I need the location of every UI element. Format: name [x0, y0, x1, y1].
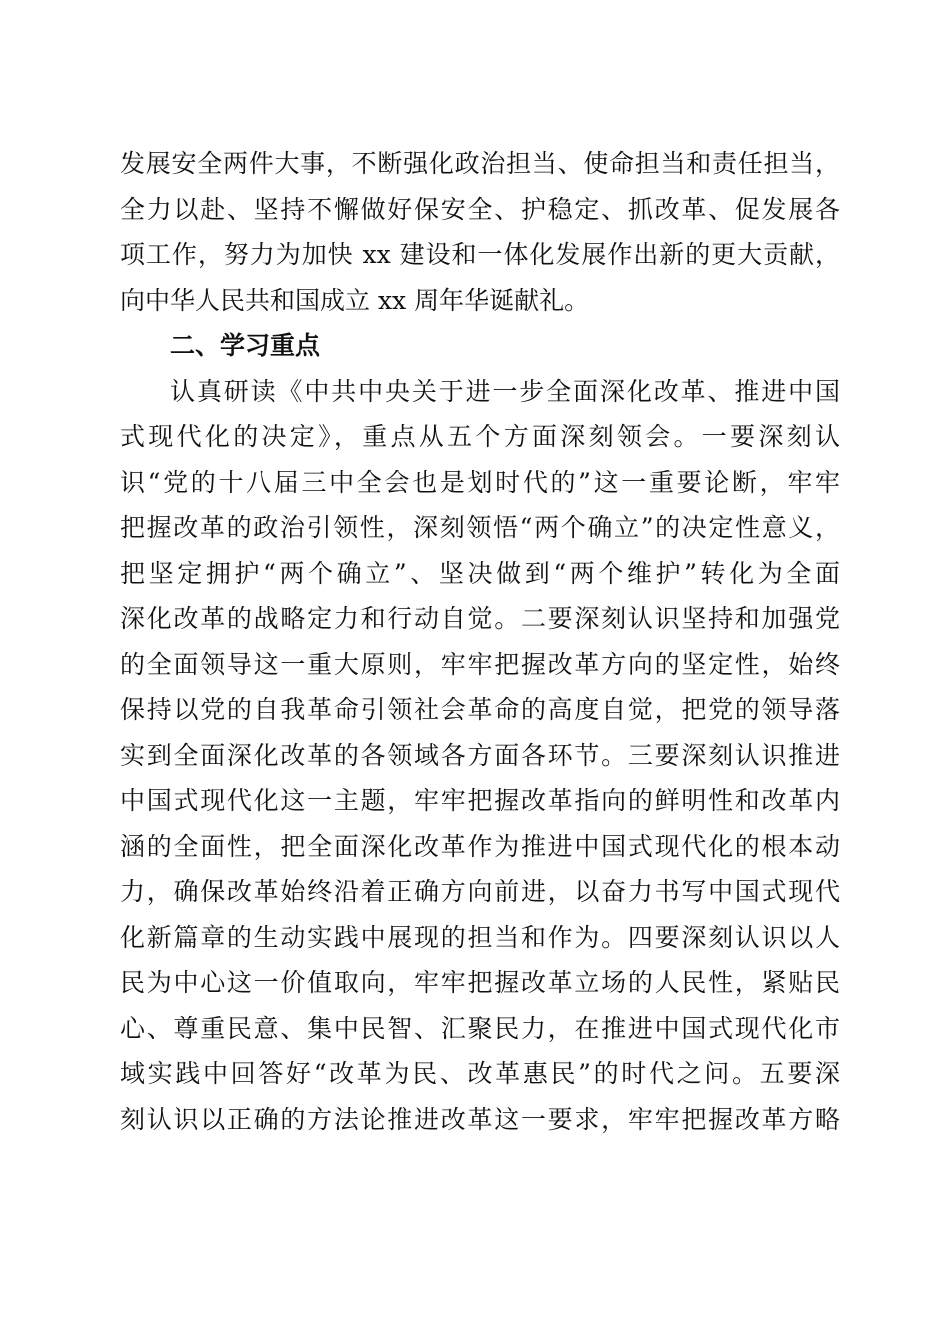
paragraph-line: 涵的全面性，把全面深化改革作为推进中国式现代化的根本动: [120, 831, 840, 861]
paragraph-line: 民为中心这一价值取向，牢牢把握改革立场的人民性，紧贴民: [120, 968, 840, 997]
paragraph-line: 的全面领导这一重大原则，牢牢把握改革方向的坚定性，始终: [120, 649, 840, 679]
paragraph-line: 刻认识以正确的方法论推进改革这一要求，牢牢把握改革方略: [120, 1104, 840, 1134]
paragraph-line: 中国式现代化这一主题，牢牢把握改革指向的鲜明性和改革内: [120, 786, 840, 815]
paragraph-line: 式现代化的决定》，重点从五个方面深刻领会。一要深刻认: [120, 422, 840, 451]
paragraph-line: 实到全面深化改革的各领域各方面各环节。三要深刻认识推进: [120, 740, 840, 770]
paragraph-line: 把握改革的政治引领性，深刻领悟“两个确立”的决定性意义，: [120, 513, 840, 542]
paragraph-line: 项工作，努力为加快 xx 建设和一体化发展作出新的更大贡献，: [120, 240, 840, 269]
paragraph-line: 向中华人民共和国成立 xx 周年华诞献礼。: [120, 285, 590, 315]
paragraph-line: 深化改革的战略定力和行动自觉。二要深刻认识坚持和加强党: [120, 604, 840, 633]
paragraph-line: 保持以党的自我革命引领社会革命的高度自觉，把党的领导落: [120, 695, 840, 724]
section-heading: 二、学习重点: [170, 331, 321, 360]
paragraph-line: 力，确保改革始终沿着正确方向前进，以奋力书写中国式现代: [120, 877, 840, 906]
document-body: [120, 141, 840, 1142]
paragraph-line: 发展安全两件大事，不断强化政治担当、使命担当和责任担当，: [120, 149, 840, 178]
paragraph-line: 域实践中回答好“改革为民、改革惠民”的时代之问。五要深: [120, 1059, 840, 1088]
paragraph-line: 心、尊重民意、集中民智、汇聚民力，在推进中国式现代化市: [120, 1013, 840, 1043]
paragraph-line: 全力以赴、坚持不懈做好保安全、护稳定、抓改革、促发展各: [120, 194, 840, 224]
paragraph-line: 认真研读《中共中央关于进一步全面深化改革、推进中国: [170, 376, 840, 406]
paragraph-line: 把坚定拥护“两个确立”、坚决做到“两个维护”转化为全面: [120, 558, 840, 588]
paragraph-line: 化新篇章的生动实践中展现的担当和作为。四要深刻认识以人: [120, 922, 840, 952]
paragraph-line: 识“党的十八届三中全会也是划时代的”这一重要论断，牢牢: [120, 467, 840, 497]
